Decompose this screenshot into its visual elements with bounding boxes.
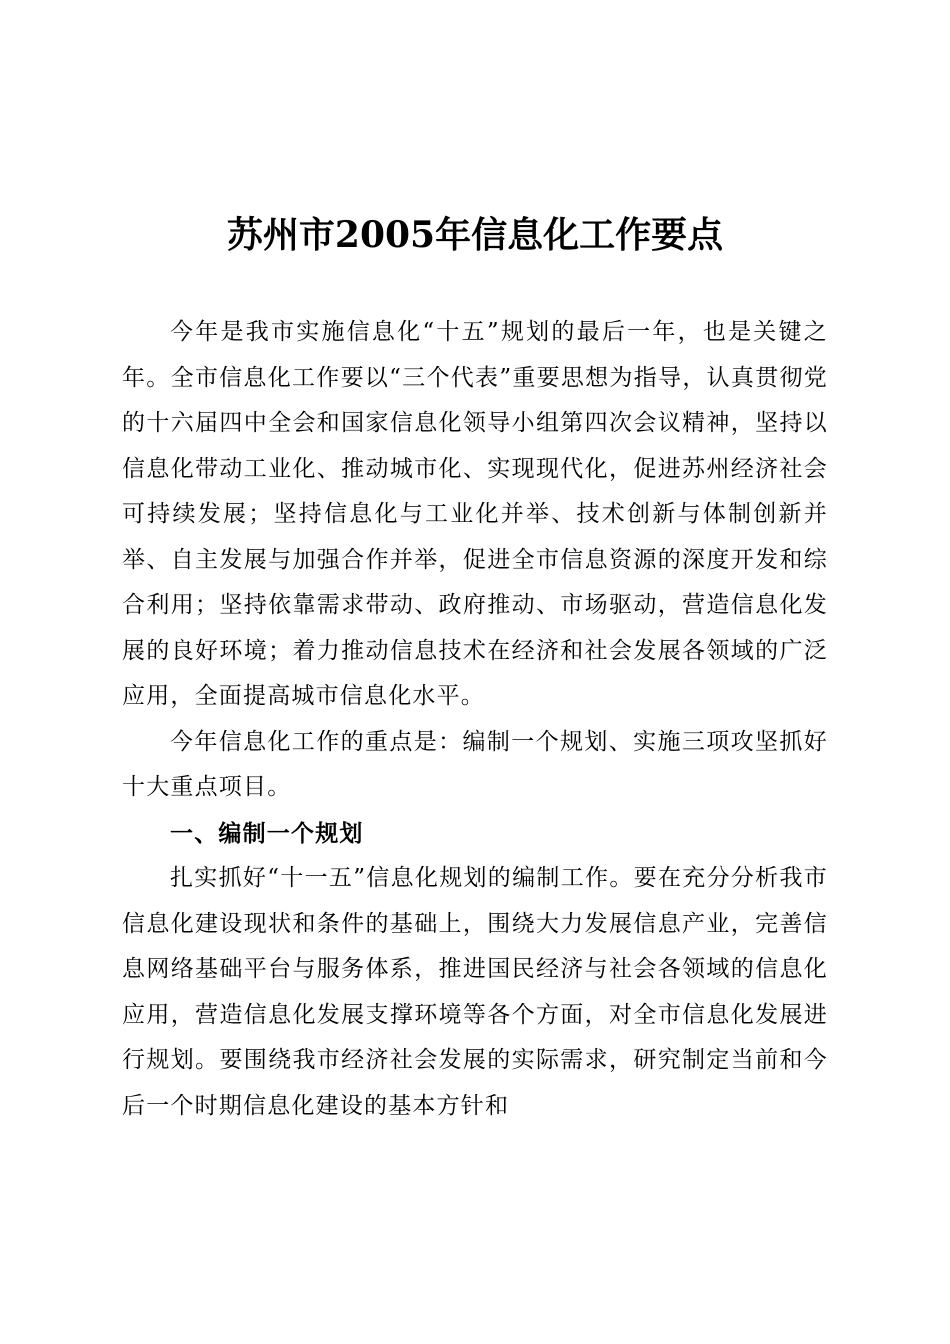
document-body <box>122 310 828 1129</box>
section-paragraph: 扎实抓好“十一五”信息化规划的编制工作。要在充分分析我市信息化建设现状和条件的基础上，围绕大力发展信息产业，完善信息网络基础平台与服务体系，推进国民经济与社会各领域的信息化应用，营造信息化发展支撑环境等各个方面，对全市信息化发展进行规划。要围绕我市经济社会发展的实际需求，研究制定当前和今后一个时期信息化建设的基本方针和 <box>122 865 828 1119</box>
intro-paragraph: 今年是我市实施信息化“十五”规划的最后一年，也是关键之年。全市信息化工作要以“三个代表”重要思想为指导，认真贯彻党的十六届四中全会和国家信息化领导小组第四次会议精神，坚持以信息化带动工业化、推动城市化、实现现代化，促进苏州经济社会可持续发展；坚持信息化与工业化并举、技术创新与体制创新并举、自主发展与加强合作并举，促进全市信息资源的深度开发和综合利用；坚持依靠需求带动、政府推动、市场驱动，营造信息化发展的良好环境；着力推动信息技术在经济和社会发展各领域的广泛应用，全面提高城市信息化水平。 <box>122 319 828 709</box>
focus-paragraph: 今年信息化工作的重点是：编制一个规划、实施三项攻坚抓好十大重点项目。 <box>122 728 828 800</box>
document-title: 苏州市2005年信息化工作要点 <box>226 214 724 256</box>
section-heading: 一、编制一个规划 <box>170 819 364 847</box>
